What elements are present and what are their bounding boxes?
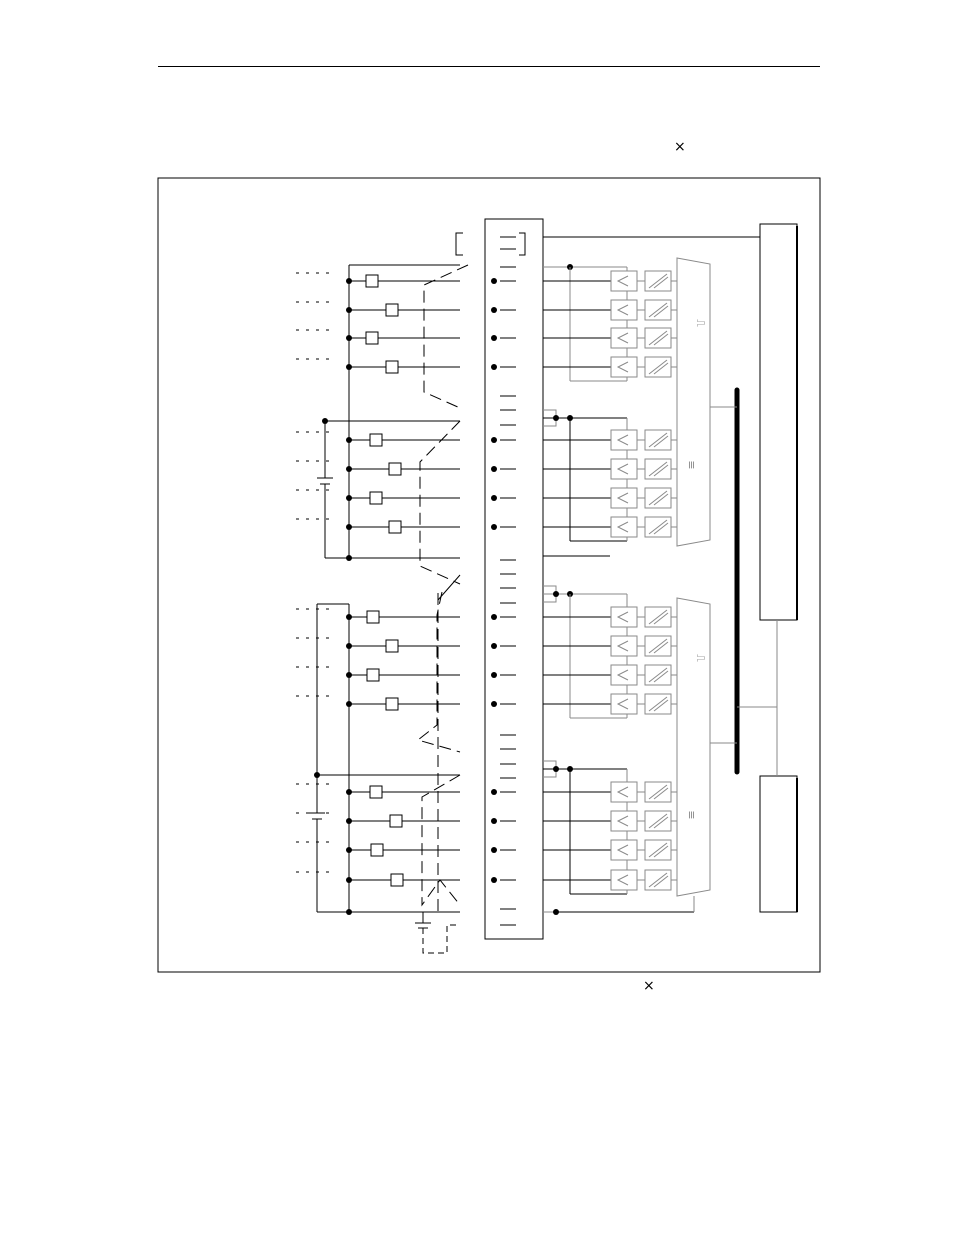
- converter-symbol: ≡: [685, 460, 698, 470]
- comparator-box: [611, 870, 637, 890]
- sensor-box: [366, 332, 378, 344]
- converter-trapezoid: [677, 258, 710, 546]
- sensor-box: [370, 786, 382, 798]
- module-block-lower: [760, 776, 797, 912]
- junction-dot: [553, 415, 559, 421]
- ground-symbol: [415, 912, 460, 953]
- terminal-lines: [500, 237, 516, 925]
- converter-trapezoid: [677, 598, 710, 896]
- module-block-upper: [760, 224, 797, 620]
- comparator-box: [611, 782, 637, 802]
- sensor-box: [371, 844, 383, 856]
- terminal-dot: [491, 643, 497, 649]
- comparator-box: [611, 840, 637, 860]
- terminal-dot: [491, 877, 497, 883]
- terminal-bracket-right: [519, 233, 525, 255]
- cable-shield-dashed: [420, 421, 460, 584]
- terminal-dot: [491, 847, 497, 853]
- terminal-dot: [491, 278, 497, 284]
- sensor-box: [367, 611, 379, 623]
- terminal-dot: [491, 307, 497, 313]
- comparator-box: [611, 811, 637, 831]
- comparator-box: [611, 607, 637, 627]
- converter-symbol: ⎍: [694, 654, 707, 662]
- junction-dot: [553, 591, 559, 597]
- times-symbol-top: ×: [674, 139, 686, 155]
- converter-blocks: [677, 258, 710, 896]
- battery-symbol-lower: [309, 604, 349, 912]
- converter-symbol: ≡: [685, 810, 698, 820]
- comparator-box: [611, 430, 637, 450]
- terminal-bracket-left: [456, 233, 463, 255]
- channel-wiring: [491, 264, 677, 894]
- sensor-box: [386, 698, 398, 710]
- sensor-box: [391, 874, 403, 886]
- comparator-box: [611, 694, 637, 714]
- terminal-dot: [491, 672, 497, 678]
- converter-symbol: ⎍: [694, 319, 707, 327]
- comparator-box: [611, 517, 637, 537]
- times-symbol-bottom: ×: [643, 978, 655, 994]
- terminal-dot: [491, 818, 497, 824]
- terminal-dot: [491, 614, 497, 620]
- sensor-box: [370, 492, 382, 504]
- terminal-dot: [491, 364, 497, 370]
- sensor-box: [389, 463, 401, 475]
- terminal-dot: [491, 335, 497, 341]
- comparator-box: [611, 271, 637, 291]
- cable-shield-dashed: [418, 592, 460, 752]
- sensor-box: [386, 361, 398, 373]
- sensor-box: [366, 275, 378, 287]
- comparator-box: [611, 665, 637, 685]
- terminal-dot: [491, 495, 497, 501]
- figure-frame: [158, 178, 820, 972]
- comparator-box: [611, 488, 637, 508]
- comparator-box: [611, 300, 637, 320]
- terminal-dot: [491, 789, 497, 795]
- sensor-box: [390, 815, 402, 827]
- cable-shield-dashed: [422, 775, 460, 905]
- sensor-box: [370, 434, 382, 446]
- terminal-dot: [491, 437, 497, 443]
- terminal-block: [485, 219, 543, 939]
- sensor-box: [386, 304, 398, 316]
- sensor-box: [386, 640, 398, 652]
- terminal-dot: [491, 466, 497, 472]
- battery-symbol-upper: [317, 421, 349, 558]
- terminal-dot: [491, 701, 497, 707]
- cable-shield-end: [438, 575, 460, 600]
- sensor-box: [389, 521, 401, 533]
- comparator-box: [611, 636, 637, 656]
- cable-shield-dashed: [424, 265, 468, 408]
- comparator-box: [611, 357, 637, 377]
- junction-dot: [553, 766, 559, 772]
- terminal-dot: [491, 524, 497, 530]
- comparator-box: [611, 328, 637, 348]
- sensor-box: [367, 669, 379, 681]
- comparator-box: [611, 459, 637, 479]
